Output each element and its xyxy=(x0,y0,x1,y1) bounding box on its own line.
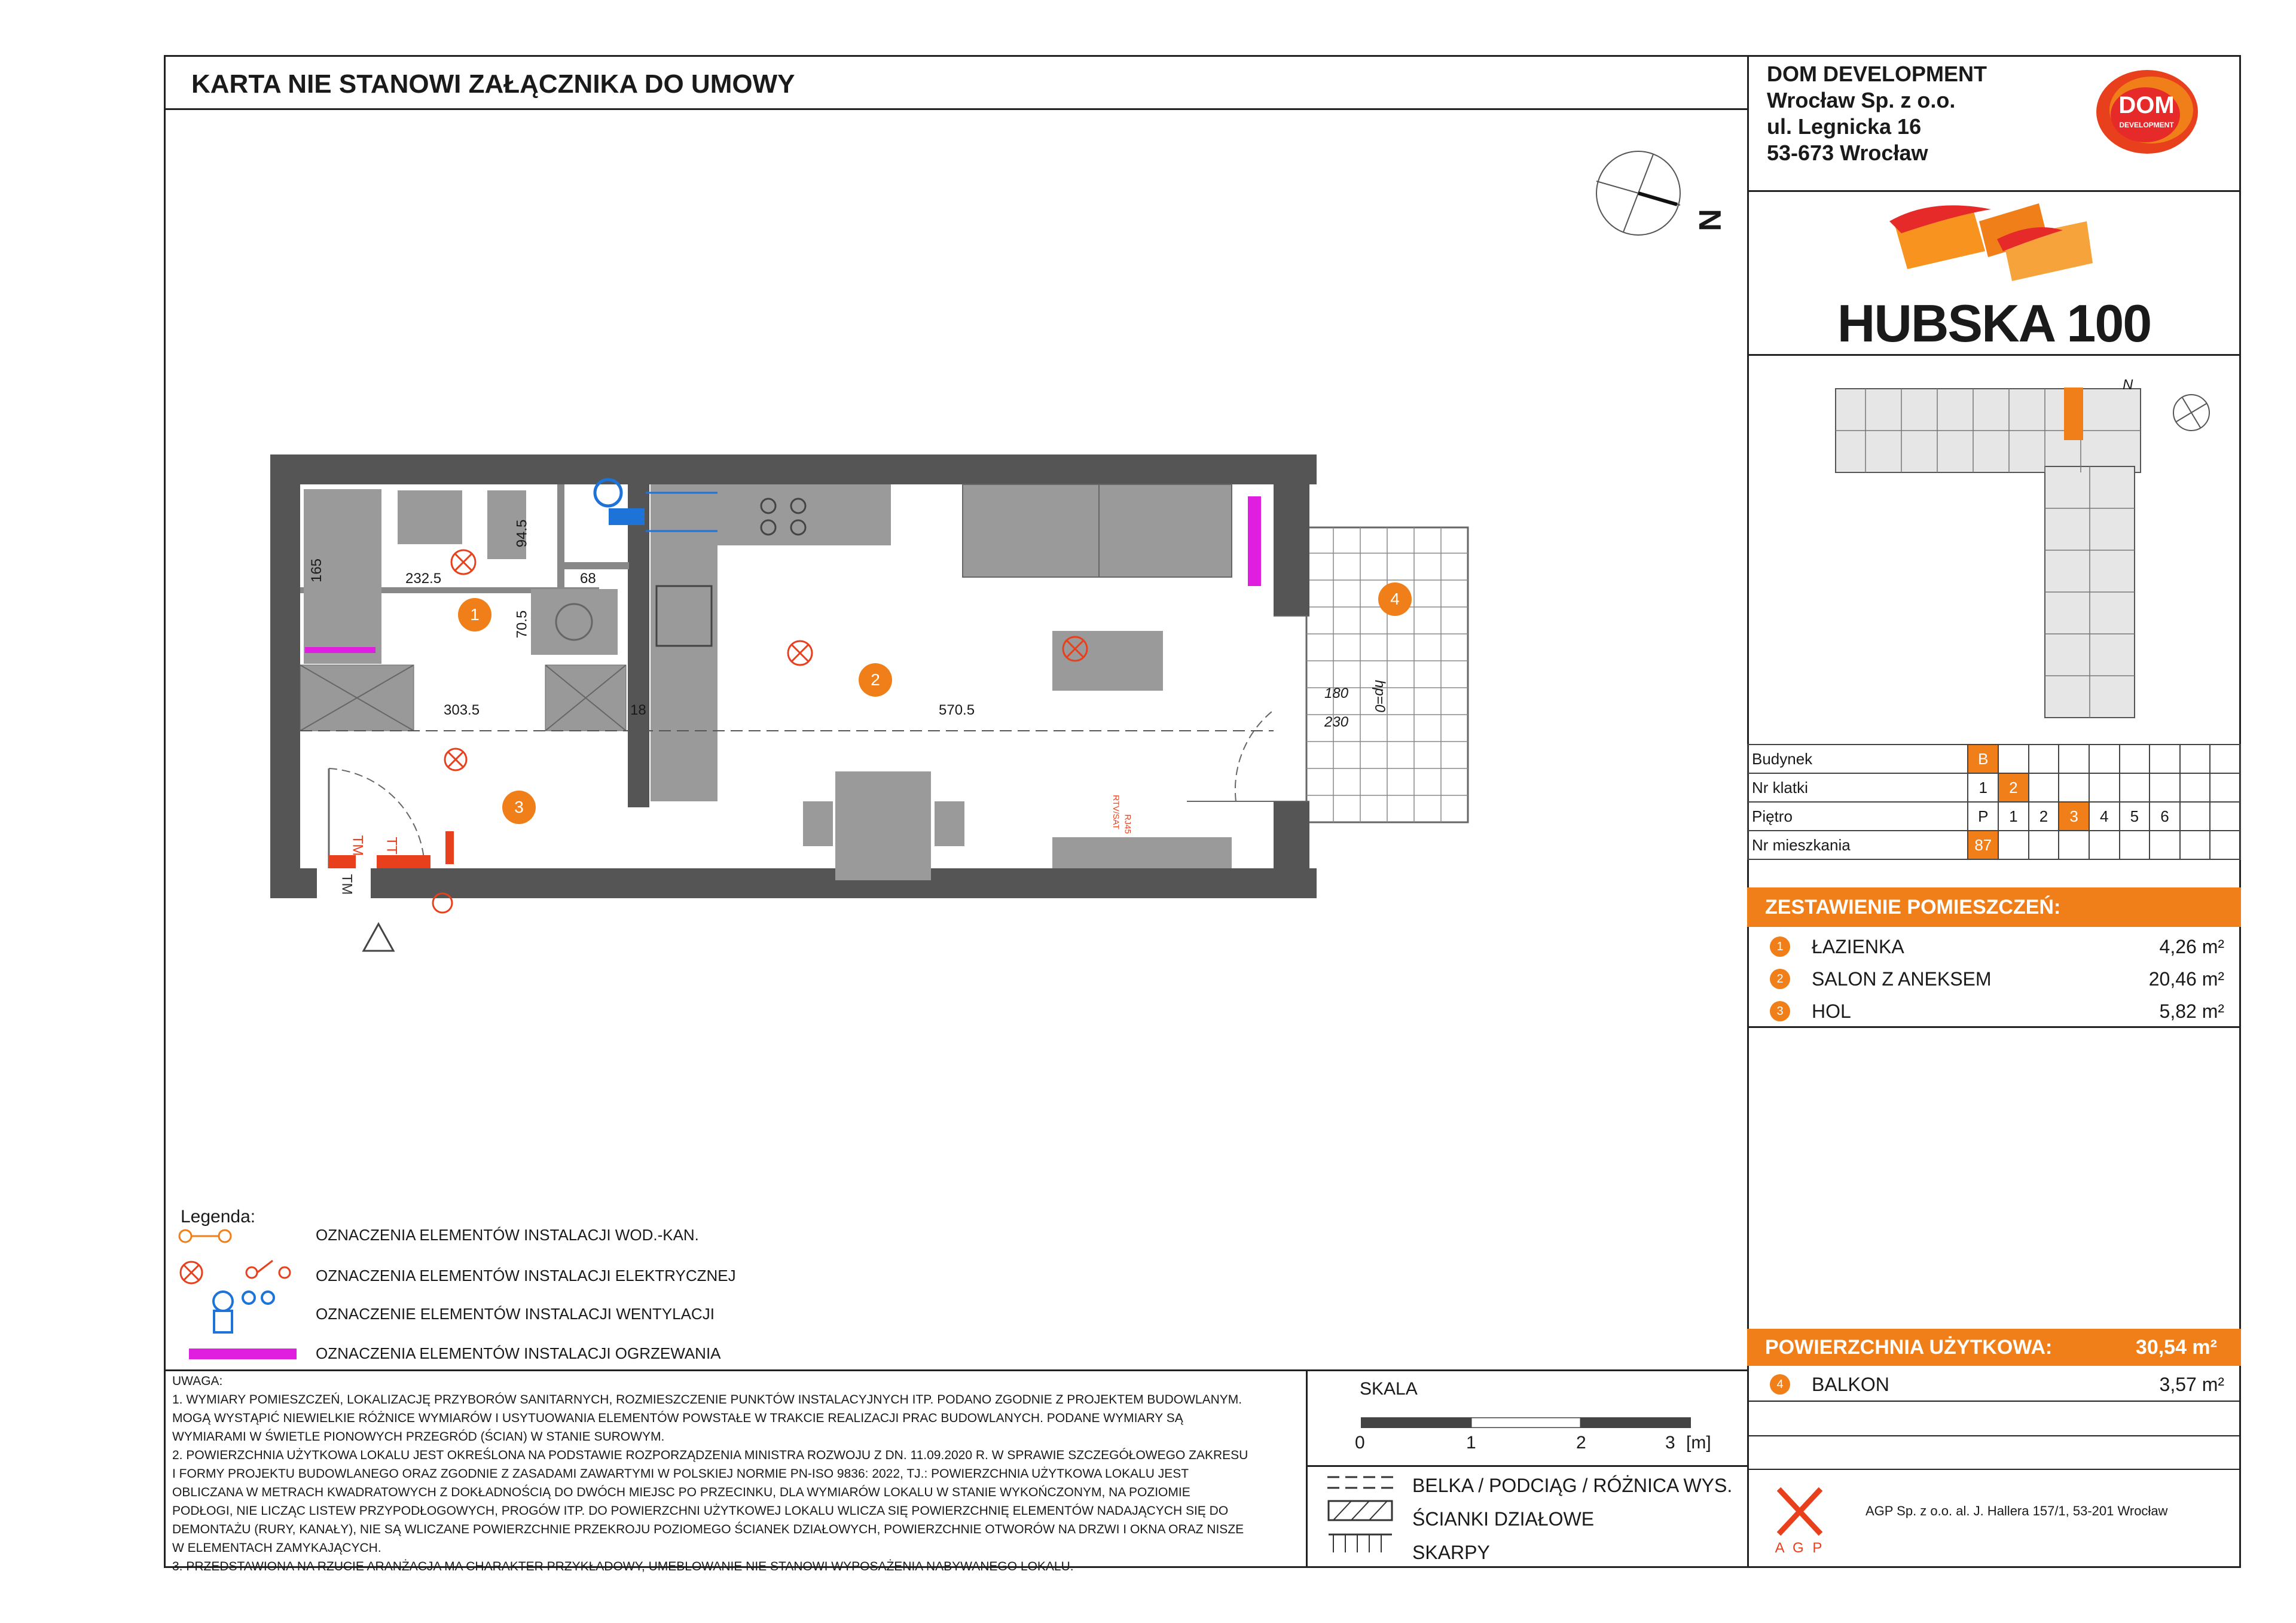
note-line: I FORMY PROJEKTU BUDOWLANEGO ORAZ ZGODNIE Z ZASADAMI ZAWARTYMI W POLSKIEJ NORMIE PN-ISO 9836: 2022, TJ.: POWIERZCHNIA UŻYTKOWA LOKALU JEST xyxy=(172,1467,1189,1481)
location-row xyxy=(1748,802,2240,831)
location-cell xyxy=(2059,831,2089,859)
balcony-area: 3,57 m² xyxy=(2159,1373,2224,1395)
company-block xyxy=(1767,61,1987,166)
dim-232-5: 232.5 xyxy=(405,571,442,587)
room-label-1: 1 xyxy=(470,605,480,624)
notes-divider xyxy=(164,1369,1747,1371)
note-line: 2. POWIERZCHNIA UŻYTKOWA LOKALU JEST OKREŚLONA NA PODSTAWIE ROZPORZĄDZENIA MINISTRA ROZWOJU Z DN. 11.09.2020 R. W SPRAWIE SZCZEGÓŁOWEGO ZAKRESU xyxy=(172,1448,1248,1462)
note-line: 3. PRZEDSTAWIONA NA RZUCIE ARANŻACJA MA CHARAKTER PRZYKŁADOWY, UMEBLOWANIE NIE STANOWI WYPOSAŻENIA NABYWANEGO LOKALU. xyxy=(172,1560,1074,1573)
room-name: HOL xyxy=(1812,1000,1851,1022)
dim-68: 68 xyxy=(580,571,596,587)
location-cell: P xyxy=(1968,802,1998,831)
location-cell xyxy=(2150,831,2180,859)
key-plan-compass xyxy=(2170,392,2212,437)
north-compass xyxy=(1593,148,1683,241)
legend-symbols xyxy=(177,1226,320,1363)
balcony-divider-1 xyxy=(1747,1401,2241,1402)
dim-570-5: 570.5 xyxy=(939,702,975,718)
dim-230: 230 xyxy=(1324,714,1349,730)
balcony-name: BALKON xyxy=(1812,1373,1889,1395)
legend-title: Legenda: xyxy=(181,1207,256,1227)
location-cell xyxy=(2089,745,2120,773)
room-name: SALON Z ANEKSEM xyxy=(1812,968,1992,990)
usable-area-label: POWIERZCHNIA UŻYTKOWA: xyxy=(1765,1335,2053,1359)
dim-165: 165 xyxy=(309,558,325,583)
legend-item: OZNACZENIA ELEMENTÓW INSTALACJI OGRZEWANIA xyxy=(316,1344,721,1362)
key-plan-north: N xyxy=(2123,377,2133,393)
company-name: DOM DEVELOPMENT xyxy=(1767,62,1987,86)
room-area: 20,46 m² xyxy=(2148,968,2224,990)
note-line: MOGĄ WYSTĄPIĆ NIEWIELKIE RÓŻNICE WYMIARÓW I USYTUOWANIA ELEMENTÓW POWSTAŁE W TRAKCIE REALIZACJI PRAC BUDOWLANYCH. PODANE WYMIARY SĄ xyxy=(172,1411,1183,1425)
location-cell xyxy=(2180,831,2210,859)
symbols-divider xyxy=(1306,1465,1747,1467)
location-cell: 2 xyxy=(2029,802,2059,831)
scale-bar xyxy=(1361,1417,1691,1428)
legend-item: OZNACZENIE ELEMENTÓW INSTALACJI WENTYLACJI xyxy=(316,1305,715,1323)
location-cell xyxy=(2089,773,2120,802)
dim-hp0: hp=0 xyxy=(1372,679,1388,713)
location-row-label: Nr mieszkania xyxy=(1748,831,1968,859)
location-cell xyxy=(2210,745,2240,773)
location-cell xyxy=(2180,773,2210,802)
room-number: 1 xyxy=(1770,936,1790,957)
note-line: WYMIARAMI W ŚWIETLE PIONOWYCH PRZEGRÓD (ŚCIAN) W STANIE SUROWYM. xyxy=(172,1430,665,1444)
location-cell: B xyxy=(1968,745,1998,773)
location-row-label: Nr klatki xyxy=(1748,773,1968,802)
note-line: DEMONTAŻU (RURY, KANAŁY), NIE SĄ WLICZANE POWIERZCHNIE PRZEKROJU POZIOMEGO ŚCIANEK DZIAŁOWYCH, POWIERZCHNIE OTWORÓW NA DRZWI I OKNA ORAZ NISZE xyxy=(172,1523,1244,1536)
dom-logo-text: DOM xyxy=(2118,92,2175,118)
north-label: N xyxy=(1692,209,1727,231)
location-cell: 1 xyxy=(1968,773,1998,802)
project-name: HUBSKA 100 xyxy=(1837,294,2151,353)
location-cell xyxy=(2120,745,2150,773)
scale-label: SKALA xyxy=(1360,1379,1418,1399)
symbol-slope-label: SKARPY xyxy=(1412,1542,1490,1563)
note-line: 1. WYMIARY POMIESZCZEŃ, LOKALIZACJĘ PRZYBORÓW SANITARNYCH, ROZMIESZCZENIE PUNKTÓW INSTALACYJNYCH ITP. PODANO ZGODNIE Z PROJEKTEM BUDOWLANYM. xyxy=(172,1393,1242,1407)
page-title: KARTA NIE STANOWI ZAŁĄCZNIKA DO UMOWY xyxy=(191,69,795,99)
architect-address: AGP Sp. z o.o. al. J. Hallera 157/1, 53-201 Wrocław xyxy=(1866,1503,2168,1518)
agp-logo-text: A G P xyxy=(1775,1540,1825,1556)
room-label-2: 2 xyxy=(871,670,880,689)
company-line4: 53-673 Wrocław xyxy=(1767,141,1928,165)
location-row-label: Budynek xyxy=(1748,745,1968,773)
location-cell: 4 xyxy=(2089,802,2120,831)
location-cell: 1 xyxy=(1998,802,2029,831)
note-line: PODŁOGI, NIE LICZĄC LISTEW PRZYPODŁOGOWYCH, PROGÓW ITP. DO POWIERZCHNI UŻYTKOWEJ LOKALU WLICZA SIĘ POWIERZCHNIĘ ELEMENTÓW NADAJĄCYCH SIĘ DO xyxy=(172,1504,1229,1518)
room-label-4: 4 xyxy=(1390,590,1400,608)
location-cell: 3 xyxy=(2059,802,2089,831)
location-cell xyxy=(2029,745,2059,773)
location-cell: 5 xyxy=(2120,802,2150,831)
legend-item: OZNACZENIA ELEMENTÓW INSTALACJI ELEKTRYCZNEJ xyxy=(316,1267,736,1285)
symbol-partition-label: ŚCIANKI DZIAŁOWE xyxy=(1412,1508,1595,1530)
header-divider xyxy=(164,108,1747,110)
balcony-divider-3 xyxy=(1747,1469,2241,1470)
location-cell xyxy=(1998,831,2029,859)
location-cell xyxy=(2120,773,2150,802)
room-area: 4,26 m² xyxy=(2159,935,2224,957)
room-row xyxy=(1770,931,2224,963)
agp-logo xyxy=(1770,1483,1830,1561)
location-cell: 6 xyxy=(2150,802,2180,831)
project-divider xyxy=(1747,354,2241,356)
scale-tick-0: 0 xyxy=(1355,1433,1365,1453)
scale-tick-2: 2 xyxy=(1576,1433,1586,1453)
location-row xyxy=(1748,831,2240,859)
dim-18: 18 xyxy=(630,702,646,718)
key-plan xyxy=(1830,377,2147,724)
dom-logo-sub: DEVELOPMENT xyxy=(2119,121,2174,129)
location-cell: 87 xyxy=(1968,831,1998,859)
location-cell xyxy=(2059,745,2089,773)
location-row-label: Piętro xyxy=(1748,802,1968,831)
room-number: 3 xyxy=(1770,1001,1790,1021)
location-cell xyxy=(2150,745,2180,773)
balcony-number: 4 xyxy=(1770,1374,1790,1395)
location-cell xyxy=(2029,773,2059,802)
symbol-beam-label: BELKA / PODCIĄG / RÓŻNICA WYS. xyxy=(1412,1475,1733,1496)
symbol-icons xyxy=(1327,1472,1393,1568)
company-line3: ul. Legnicka 16 xyxy=(1767,114,1922,139)
rooms-heading: ZESTAWIENIE POMIESZCZEŃ: xyxy=(1747,887,2241,927)
scale-divider xyxy=(1306,1369,1308,1568)
location-cell xyxy=(2089,831,2120,859)
room-row xyxy=(1770,963,2224,995)
room-name: ŁAZIENKA xyxy=(1812,935,1904,957)
note-line: OBLICZANA W METRACH KWADRATOWYCH Z DOKŁADNOŚCIĄ DO DWÓCH MIEJSC PO PRZECINKU, DLA WYMIARÓW LOKALU W STANIE WYKOŃCZONYM, NA POZIOMIE xyxy=(172,1485,1190,1499)
dom-logo xyxy=(2093,67,2202,157)
room-area: 5,82 m² xyxy=(2159,1000,2224,1022)
legend-item: OZNACZENIA ELEMENTÓW INSTALACJI WOD.-KAN. xyxy=(316,1226,699,1244)
tag-rj45: RJ45 xyxy=(1123,814,1133,834)
floor-plan xyxy=(263,443,1483,981)
scale-tick-1: 1 xyxy=(1466,1433,1476,1453)
dim-180: 180 xyxy=(1324,685,1349,701)
location-cell xyxy=(2180,745,2210,773)
rooms-divider xyxy=(1747,1026,2241,1028)
dim-70-5: 70.5 xyxy=(514,610,530,639)
location-cell xyxy=(2029,831,2059,859)
location-cell xyxy=(2210,773,2240,802)
location-cell xyxy=(2210,802,2240,831)
location-row xyxy=(1748,773,2240,802)
location-cell xyxy=(2180,802,2210,831)
room-row xyxy=(1770,995,2224,1027)
location-cell xyxy=(2120,831,2150,859)
room-number: 2 xyxy=(1770,969,1790,989)
tag-tt: TT xyxy=(383,837,400,855)
dim-94-5: 94.5 xyxy=(514,519,530,548)
note-line: W ELEMENTACH ZAMYKAJĄCYCH. xyxy=(172,1541,381,1555)
usable-area-value: 30,54 m² xyxy=(2135,1335,2217,1359)
balcony-divider-2 xyxy=(1747,1435,2241,1436)
location-cell xyxy=(2059,773,2089,802)
dim-303-5: 303.5 xyxy=(444,702,480,718)
location-cell xyxy=(2150,773,2180,802)
balcony-row xyxy=(1770,1368,2224,1401)
location-cell xyxy=(2210,831,2240,859)
notes-block xyxy=(172,1372,1296,1576)
scale-tick-3: 3 xyxy=(1665,1433,1675,1453)
location-cell xyxy=(1998,745,2029,773)
tag-tm-2: TM xyxy=(338,874,355,895)
tag-rtv-sat: RTV/SAT xyxy=(1111,795,1121,829)
location-table xyxy=(1747,744,2241,860)
company-line2: Wrocław Sp. z o.o. xyxy=(1767,88,1956,112)
tag-tm: TM xyxy=(349,835,366,856)
location-row xyxy=(1748,745,2240,773)
location-cell: 2 xyxy=(1998,773,2029,802)
film-reel-logo xyxy=(1883,197,2099,293)
company-divider xyxy=(1747,190,2241,192)
scale-unit: [m] xyxy=(1686,1433,1711,1453)
usable-area-row xyxy=(1747,1329,2241,1366)
notes-title: UWAGA: xyxy=(172,1374,223,1388)
room-label-3: 3 xyxy=(514,798,524,816)
